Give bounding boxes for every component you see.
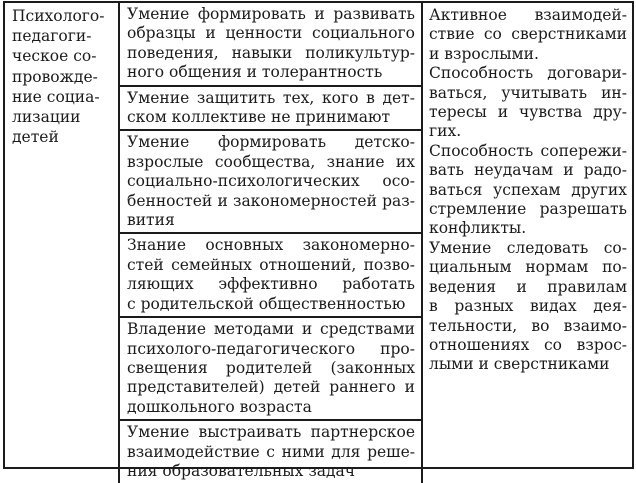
text-line: детей [12, 128, 59, 147]
text-line: ведения и правилам [429, 277, 627, 296]
competency-cell [120, 131, 421, 234]
text-line: психолого-педагогического про- [127, 339, 415, 358]
text-line: гих. [429, 122, 462, 141]
text-line: свещения родителей (законных [127, 358, 415, 377]
text-line: тересы и чувства дру- [429, 103, 627, 122]
text-line: бенностей и закономерностей раз- [127, 191, 415, 210]
text-line: Умение защитить тех, кого в дет- [127, 88, 415, 107]
text-line: Умение формировать детско- [127, 133, 415, 152]
text-line: ние социа- [12, 87, 100, 106]
text-line: взаимодействие с ними для реше- [127, 442, 415, 461]
text-line: ваться, учитывать ин- [429, 83, 627, 102]
text-line: поведения, навыки поликультур- [127, 43, 415, 62]
text-line: Знание основных закономерно- [127, 236, 415, 255]
text-line: в разных видах дея- [429, 297, 627, 316]
competency-column [120, 3, 423, 483]
outcome-paragraph [429, 6, 627, 64]
text-line: представителей) детей раннего и [127, 378, 415, 397]
text-line: ствие со сверстниками [429, 25, 627, 44]
text-line: стей семейных отношений, позво- [127, 255, 415, 274]
text-line: ваться успехам других [429, 180, 627, 199]
text-line: с родительской общественностью [127, 294, 406, 313]
text-line: вития [127, 211, 175, 230]
text-line: ляющих эффективно работать [127, 275, 415, 294]
text-line: лизации [12, 108, 81, 127]
outcome-paragraph [429, 64, 627, 142]
text-line: взрослые сообщества, знание их [127, 152, 415, 171]
text-line: вать неудачам и радо- [429, 161, 627, 180]
outcome-paragraph [429, 239, 627, 375]
text-line: образцы и ценности социального [127, 24, 415, 43]
text-line: Умение формировать и развивать [127, 5, 415, 23]
text-line: отношениях со взрос- [429, 335, 627, 354]
text-line: Умение выстраивать партнерское [127, 423, 415, 442]
text-line: циальным нормам по- [429, 258, 627, 277]
competency-cell [120, 318, 421, 421]
text-line: социально-психологических осо- [127, 172, 415, 191]
outcome-paragraph [429, 142, 627, 239]
text-line: Психолого- [12, 7, 105, 25]
section-label-cell [5, 3, 120, 483]
text-line: ческое со- [12, 47, 97, 66]
text-line: конфликты. [429, 219, 527, 238]
text-line: педагоги- [12, 27, 92, 46]
text-line: Способность сопережи- [429, 141, 627, 160]
competencies-table [3, 1, 634, 480]
competency-cell [120, 234, 421, 318]
text-line: провожде- [12, 67, 98, 86]
text-line: лыми и сверстниками [429, 355, 610, 374]
text-line: и взрослыми. [429, 44, 539, 63]
text-line: дошкольного возраста [127, 397, 312, 416]
text-line: Умение следовать со- [429, 238, 627, 257]
competency-cell [120, 87, 421, 132]
competency-cell [120, 3, 421, 87]
text-line: ния образовательных задач [127, 461, 356, 480]
text-line: Способность договари- [429, 64, 627, 83]
text-line: Владение методами и средствами [127, 320, 415, 339]
text-line: стремление разрешать [429, 200, 627, 219]
text-line: тельности, во взаимо- [429, 316, 627, 335]
text-line: ском коллективе не принимают [127, 108, 391, 127]
outcomes-cell [423, 3, 632, 483]
competency-cell [120, 421, 421, 483]
text-line: Активное взаимодей- [429, 6, 627, 24]
text-line: ного общения и толерантность [127, 63, 383, 82]
